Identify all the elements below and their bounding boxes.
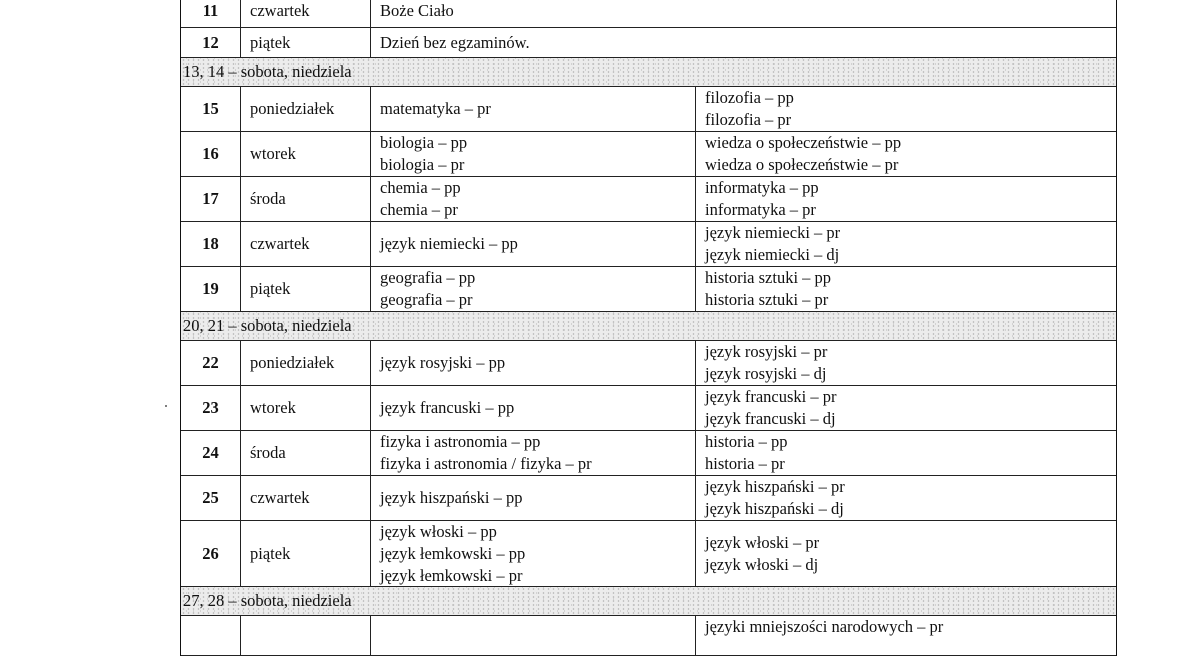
weekday-cell: [241, 0, 371, 27]
afternoon-session-cell: [696, 476, 1116, 520]
weekday-cell: [241, 476, 371, 520]
morning-session-cell: [371, 267, 696, 311]
exam-subject-line: informatyka – pp: [705, 178, 819, 197]
weekday-cell: [241, 431, 371, 475]
schedule-row: [181, 386, 1116, 431]
exam-subject-line: geografia – pp: [380, 268, 476, 287]
note-text: Dzień bez egzaminów.: [380, 32, 530, 52]
weekday-cell: [241, 267, 371, 311]
day-number: 19: [202, 279, 219, 298]
exam-subject-line: język rosyjski – dj: [705, 364, 827, 383]
exam-subject-line: historia sztuki – pp: [705, 268, 832, 287]
weekday-cell: [241, 177, 371, 221]
schedule-row: [181, 0, 1116, 28]
afternoon-session-cell: [696, 87, 1116, 131]
morning-session-cell: [371, 386, 696, 430]
weekday-name: piątek: [250, 32, 291, 52]
weekday-name: piątek: [250, 279, 291, 298]
exam-subject-line: historia – pp: [705, 432, 788, 451]
weekday-name: wtorek: [250, 144, 296, 163]
morning-session-cell: [371, 132, 696, 176]
morning-session-cell: [371, 222, 696, 266]
day-number: 15: [202, 99, 219, 118]
schedule-row: [181, 616, 1116, 656]
exam-subject-line: chemia – pp: [380, 178, 461, 197]
exam-subject-line: biologia – pp: [380, 133, 468, 152]
schedule-row: [181, 28, 1116, 58]
scan-speck: [165, 405, 167, 407]
exam-subject-line: wiedza o społeczeństwie – pr: [705, 155, 899, 174]
exam-subject-line: język francuski – dj: [705, 409, 836, 428]
weekday-cell: [241, 341, 371, 385]
weekday-cell: [241, 521, 371, 586]
weekday-name: czwartek: [250, 488, 310, 507]
weekday-name: środa: [250, 443, 286, 462]
morning-session-cell: [371, 521, 696, 586]
exam-subject-line: język niemiecki – pp: [380, 234, 518, 253]
day-number-cell: [181, 267, 241, 311]
schedule-row: [181, 222, 1116, 267]
afternoon-session-cell: [696, 222, 1116, 266]
exam-subject-line: fizyka i astronomia / fizyka – pr: [380, 454, 592, 473]
afternoon-session-cell: [696, 616, 1116, 655]
day-number: 16: [202, 144, 219, 163]
exam-subject-line: język francuski – pr: [705, 387, 837, 406]
afternoon-session-cell: [696, 521, 1116, 586]
exam-subject-line: geografia – pr: [380, 290, 473, 309]
afternoon-session-cell: [696, 341, 1116, 385]
exam-subject-line: język hiszpański – dj: [705, 499, 844, 518]
day-number-cell: [181, 222, 241, 266]
exam-subject-line: filozofia – pr: [705, 110, 792, 129]
morning-session-cell: [371, 431, 696, 475]
exam-schedule-table: [180, 0, 1117, 656]
exam-subject-line: język niemiecki – dj: [705, 245, 840, 264]
weekend-separator-row: [181, 58, 1116, 87]
merged-note-cell: [371, 0, 1116, 27]
day-number: 25: [202, 488, 219, 507]
exam-subject-line: matematyka – pr: [380, 99, 491, 118]
exam-subject-line: fizyka i astronomia – pp: [380, 432, 541, 451]
day-number-cell: [181, 177, 241, 221]
exam-subject-line: historia – pr: [705, 454, 785, 473]
day-number-cell: [181, 87, 241, 131]
day-number: 12: [202, 32, 219, 52]
exam-subject-line: biologia – pr: [380, 155, 465, 174]
schedule-row: [181, 341, 1116, 386]
day-number-cell: [181, 132, 241, 176]
day-number: 22: [202, 353, 219, 372]
day-number-cell: [181, 431, 241, 475]
weekday-name: piątek: [250, 543, 291, 563]
exam-subject-line: język włoski – pp: [380, 521, 497, 541]
schedule-row: [181, 521, 1116, 587]
weekday-name: czwartek: [250, 0, 310, 20]
exam-subject-line: język łemkowski – pr: [380, 565, 523, 585]
morning-session-cell: [371, 616, 696, 655]
weekday-cell: [241, 87, 371, 131]
exam-subject-line: języki mniejszości narodowych – pr: [705, 617, 944, 636]
weekday-name: wtorek: [250, 398, 296, 417]
day-number: 26: [202, 543, 219, 563]
day-number-cell: [181, 341, 241, 385]
exam-subject-line: język rosyjski – pr: [705, 342, 828, 361]
day-number: 18: [202, 234, 219, 253]
morning-session-cell: [371, 87, 696, 131]
exam-subject-line: język łemkowski – pp: [380, 543, 526, 563]
exam-subject-line: język francuski – pp: [380, 398, 515, 417]
weekday-cell: [241, 132, 371, 176]
weekend-separator-row: [181, 312, 1116, 341]
merged-note-cell: [371, 28, 1116, 57]
afternoon-session-cell: [696, 177, 1116, 221]
day-number: 11: [202, 0, 219, 20]
weekday-cell: [241, 616, 371, 655]
weekday-name: czwartek: [250, 234, 310, 253]
day-number-cell: [181, 0, 241, 27]
afternoon-session-cell: [696, 267, 1116, 311]
exam-subject-line: język hiszpański – pp: [380, 488, 523, 507]
morning-session-cell: [371, 476, 696, 520]
exam-subject-line: historia sztuki – pr: [705, 290, 829, 309]
exam-subject-line: informatyka – pr: [705, 200, 816, 219]
morning-session-cell: [371, 177, 696, 221]
day-number: 17: [202, 189, 219, 208]
afternoon-session-cell: [696, 386, 1116, 430]
weekend-separator-row: [181, 587, 1116, 616]
exam-subject-line: język rosyjski – pp: [380, 353, 506, 372]
schedule-row: [181, 132, 1116, 177]
schedule-row: [181, 87, 1116, 132]
morning-session-cell: [371, 341, 696, 385]
exam-subject-line: język włoski – dj: [705, 554, 819, 574]
weekday-name: poniedziałek: [250, 353, 335, 372]
weekday-cell: [241, 222, 371, 266]
note-text: Boże Ciało: [380, 0, 454, 20]
weekday-cell: [241, 386, 371, 430]
exam-subject-line: język hiszpański – pr: [705, 477, 845, 496]
exam-subject-line: język włoski – pr: [705, 532, 820, 552]
day-number: 23: [202, 398, 219, 417]
day-number-cell: [181, 476, 241, 520]
schedule-row: [181, 177, 1116, 222]
weekday-cell: [241, 28, 371, 57]
day-number-cell: [181, 28, 241, 57]
exam-subject-line: język niemiecki – pr: [705, 223, 841, 242]
schedule-row: [181, 267, 1116, 312]
weekday-name: poniedziałek: [250, 99, 335, 118]
day-number-cell: [181, 521, 241, 586]
day-number-cell: [181, 616, 241, 655]
day-number: 24: [202, 443, 219, 462]
afternoon-session-cell: [696, 431, 1116, 475]
day-number-cell: [181, 386, 241, 430]
exam-subject-line: wiedza o społeczeństwie – pp: [705, 133, 902, 152]
schedule-row: [181, 431, 1116, 476]
weekend-label: 27, 28 – sobota, niedziela: [183, 591, 352, 610]
exam-subject-line: chemia – pr: [380, 200, 458, 219]
schedule-row: [181, 476, 1116, 521]
afternoon-session-cell: [696, 132, 1116, 176]
exam-subject-line: filozofia – pp: [705, 88, 794, 107]
weekday-name: środa: [250, 189, 286, 208]
weekend-label: 20, 21 – sobota, niedziela: [183, 316, 352, 335]
weekend-label: 13, 14 – sobota, niedziela: [183, 62, 352, 81]
